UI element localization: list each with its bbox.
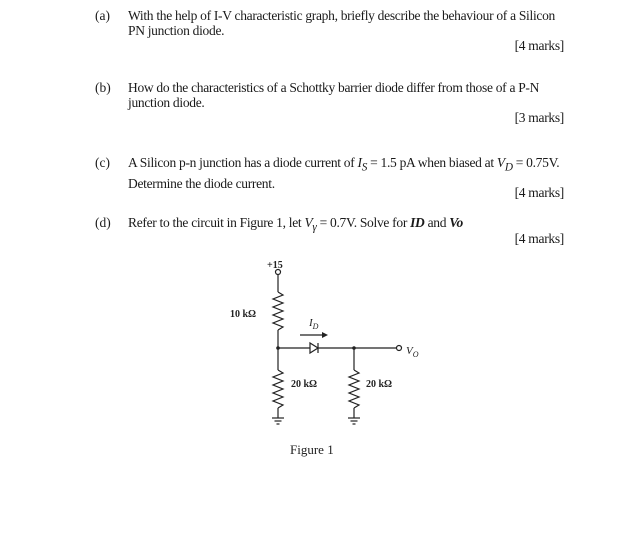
resistor-r3	[349, 370, 359, 408]
question-text: With the help of I-V characteristic graph, briefly describe the behaviour of a Silicon PN junction diode.	[128, 8, 555, 38]
marks-badge: [4 marks]	[514, 231, 564, 246]
resistor-r2	[273, 370, 283, 408]
resistor-r3-label: 20 kΩ	[366, 379, 393, 390]
vo-label: Vo	[449, 215, 463, 230]
marks-badge: [4 marks]	[514, 185, 564, 200]
question-label: (b)	[95, 80, 111, 95]
resistor-r1	[273, 292, 283, 330]
question-label: (c)	[95, 155, 110, 170]
question-text: How do the characteristics of a Schottky barrier diode differ from those of a P-N junction diode.	[128, 80, 540, 110]
question-label: (d)	[95, 215, 111, 230]
id-label: ID	[410, 215, 425, 230]
resistor-r1-label: 10 kΩ	[230, 309, 257, 320]
output-terminal	[397, 346, 402, 351]
current-label: $I_D$	[309, 317, 319, 331]
question-text: A Silicon p-n junction has a diode current of $I_S = 1.5$ pA when biased at $V_D = 0.75V$. Determine the diode current.	[128, 155, 560, 191]
vd-symbol: V	[496, 155, 505, 170]
question-text: Refer to the circuit in Figure 1, let $V_\gamma = 0.7V$. Solve for ID and Vo	[128, 215, 463, 234]
question-label: (a)	[95, 8, 110, 23]
resistor-r2-label: 20 kΩ	[291, 379, 318, 390]
marks-badge: [4 marks]	[514, 38, 564, 53]
diode	[310, 343, 318, 353]
is-symbol: I	[357, 155, 362, 170]
output-label: $V_O$	[406, 345, 419, 359]
supply-label: +15	[267, 260, 283, 271]
figure-caption: Figure 1	[290, 442, 334, 457]
figure-reference: Figure 1	[239, 215, 283, 230]
marks-badge: [3 marks]	[514, 110, 564, 125]
